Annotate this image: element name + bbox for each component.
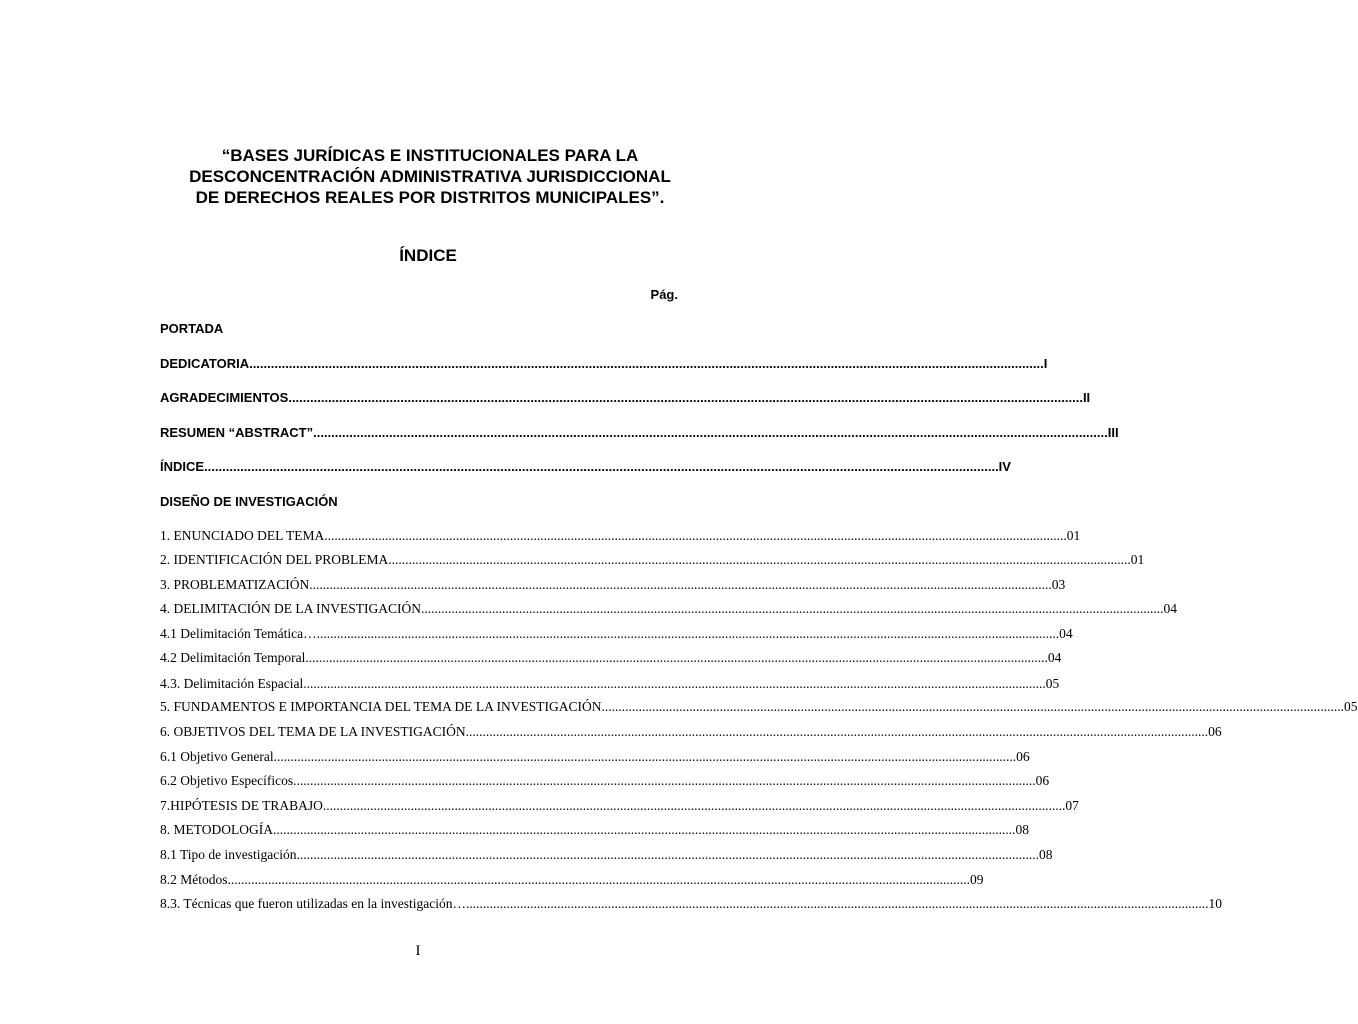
toc-entry: [160, 724, 1222, 740]
toc-entry: [160, 798, 1079, 814]
toc-entry-page: 06: [1208, 724, 1222, 739]
toc-entry-page: 03: [1051, 577, 1066, 592]
toc-entry-label: PORTADA: [160, 321, 224, 336]
toc-entry-label: 4.2 Delimitación Temporal: [160, 650, 306, 665]
toc-dot-leader: ............................................................................................................................................................................................................................: [249, 356, 1044, 371]
toc-dot-leader: ............................................................................................................................................................................................................................: [296, 847, 1040, 862]
toc-entry: [160, 601, 1178, 617]
toc-dot-leader: ............................................................................................................................................................................................................................: [601, 699, 1344, 714]
toc-dot-leader: ............................................................................................................................................................................................................................: [305, 650, 1048, 665]
toc-entry: [160, 577, 1066, 593]
toc-entry-label: 3. PROBLEMATIZACIÓN: [160, 577, 310, 592]
toc-dot-leader: ............................................................................................................................................................................................................................: [303, 676, 1046, 691]
toc-dot-leader: ............................................................................................................................................................................................................................: [388, 552, 1131, 567]
toc-entry-page: IV: [998, 459, 1011, 474]
toc-entry-page: 04: [1163, 601, 1178, 616]
toc-dot-leader: ............................................................................................................................................................................................................................: [273, 822, 1016, 837]
toc-entry-page: 04: [1047, 650, 1062, 665]
toc-dot-leader: ............................................................................................................................................................................................................................: [322, 798, 1066, 813]
toc-entry: [160, 773, 1050, 789]
toc-entry-label: RESUMEN “ABSTRACT”: [160, 425, 314, 440]
toc-entry: [160, 321, 680, 336]
toc-entry-label: 2. IDENTIFICACIÓN DEL PROBLEMA: [160, 552, 389, 567]
toc-entry-label: 8. METODOLOGÍA: [160, 822, 273, 837]
toc-dot-leader: ............................................................................................................................................................................................................................: [204, 459, 999, 474]
toc-entry-label: DEDICATORIA: [160, 356, 250, 371]
toc-entry: [160, 896, 1223, 912]
toc-entry: [160, 390, 1091, 405]
toc-entry: [160, 749, 1030, 765]
toc-dot-leader: ............................................................................................................................................................................................................................: [421, 601, 1164, 616]
toc-dot-leader: ............................................................................................................................................................................................................................: [313, 425, 1108, 440]
toc-dot-leader: ............................................................................................................................................................................................................................: [465, 724, 1209, 739]
document-title: [120, 145, 740, 208]
toc-entry-page: 10: [1208, 896, 1223, 911]
toc-entry-page: 06: [1035, 773, 1050, 788]
toc-entry-label: 6.2 Objetivo Específicos: [160, 773, 294, 788]
title-line-2: DESCONCENTRACIÓN ADMINISTRATIVA JURISDICCIONAL: [189, 167, 671, 186]
toc-entry-page: 01: [1066, 528, 1081, 543]
toc-entry-label: 8.2 Métodos: [160, 872, 228, 887]
toc-entry: [160, 650, 1062, 666]
toc-entry: [160, 626, 1073, 642]
toc-entry-page: III: [1107, 425, 1119, 440]
toc-entry-label: 5. FUNDAMENTOS E IMPORTANCIA DEL TEMA DE LA INVESTIGACIÓN: [160, 699, 602, 714]
index-heading: ÍNDICE: [399, 246, 457, 265]
toc-entry: [160, 459, 1011, 474]
toc-entry-page: II: [1082, 390, 1091, 405]
toc-entry-label: 7.HIPÓTESIS DE TRABAJO: [160, 798, 323, 813]
toc-entry-page: 05: [1045, 676, 1060, 691]
toc-entry: [160, 552, 1145, 568]
toc-entry-label: 1. ENUNCIADO DEL TEMA: [160, 528, 325, 543]
toc-entry: [160, 847, 1053, 863]
toc-entry-page: 08: [1015, 822, 1029, 837]
toc-entry-label: 8.3. Técnicas que fueron utilizadas en la investigación…: [160, 896, 467, 911]
toc-entry-label: ÍNDICE: [160, 459, 205, 474]
toc-dot-leader: ............................................................................................................................................................................................................................: [227, 872, 970, 887]
title-line-1: “BASES JURÍDICAS E INSTITUCIONALES PARA LA: [221, 146, 639, 165]
toc-entry-page: 01: [1130, 552, 1145, 567]
toc-dot-leader: ............................................................................................................................................................................................................................: [316, 626, 1060, 641]
toc-entry-page: 05: [1344, 699, 1358, 714]
toc-dot-leader: ............................................................................................................................................................................................................................: [273, 749, 1017, 764]
toc-entry: [160, 494, 680, 509]
toc-entry-page: 08: [1039, 847, 1053, 862]
toc-entry: [160, 425, 1119, 440]
toc-entry-page: I: [1043, 356, 1048, 371]
toc-entry-page: 06: [1016, 749, 1030, 764]
toc-entry-label: 4.3. Delimitación Espacial: [160, 676, 304, 691]
title-line-3: DE DERECHOS REALES POR DISTRITOS MUNICIPALES”.: [195, 188, 665, 207]
toc-dot-leader: ............................................................................................................................................................................................................................: [466, 896, 1209, 911]
toc-entry-page: 07: [1065, 798, 1079, 813]
toc-entry-label: 6. OBJETIVOS DEL TEMA DE LA INVESTIGACIÓN: [160, 724, 466, 739]
toc-entry-label: 4. DELIMITACIÓN DE LA INVESTIGACIÓN: [160, 601, 422, 616]
toc-dot-leader: ............................................................................................................................................................................................................................: [288, 390, 1083, 405]
page-number: I: [415, 943, 421, 959]
toc-entry-label: 6.1 Objetivo General: [160, 749, 274, 764]
toc-entry-page: 09: [970, 872, 984, 887]
toc-entry: [160, 676, 1060, 692]
toc-entry-label: 4.1 Delimitación Temática…: [160, 626, 317, 641]
toc-entry: [160, 822, 1029, 838]
toc-dot-leader: ............................................................................................................................................................................................................................: [324, 528, 1067, 543]
toc-dot-leader: ............................................................................................................................................................................................................................: [293, 773, 1036, 788]
toc-entry-label: 8.1 Tipo de investigación: [160, 847, 297, 862]
toc-entry: [160, 356, 1048, 371]
toc-entry-label: AGRADECIMIENTOS: [160, 390, 289, 405]
page-column-label: Pág.: [650, 287, 678, 302]
toc-entry: [160, 528, 1081, 544]
toc-entry-page: 04: [1059, 626, 1073, 641]
toc-dot-leader: ............................................................................................................................................................................................................................: [309, 577, 1052, 592]
toc-entry-label: DISEÑO DE INVESTIGACIÓN: [160, 494, 338, 509]
toc-entry: [160, 872, 984, 888]
toc-entry: [160, 699, 1358, 715]
